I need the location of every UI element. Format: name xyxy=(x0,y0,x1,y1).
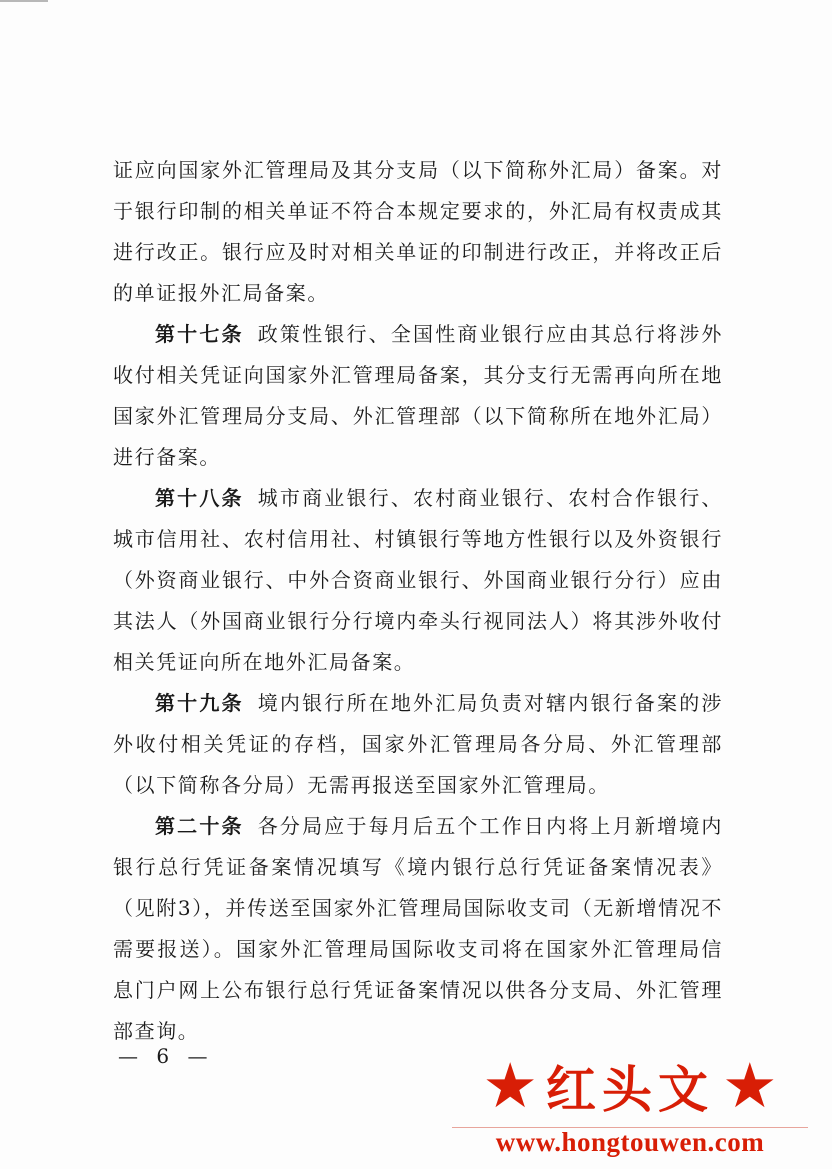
article-heading: 第十八条 xyxy=(155,486,244,510)
top-edge-rule xyxy=(0,0,48,2)
star-icon: ★ xyxy=(722,1049,778,1122)
article-20 xyxy=(113,806,723,1052)
article-heading: 第十九条 xyxy=(155,691,244,715)
paragraph-continuation xyxy=(113,150,723,314)
article-17 xyxy=(113,314,723,478)
document-body xyxy=(113,150,723,1052)
star-icon: ★ xyxy=(482,1049,538,1122)
watermark-title-row xyxy=(440,1047,820,1125)
paragraph-text: 证应向国家外汇管理局及其分支局（以下简称外汇局）备案。对于银行印制的相关单证不符合本规定要求的，外汇局有权责成其进行改正。银行应及时对相关单证的印制进行改正，并将改正后的单证报外汇局备案。 xyxy=(113,158,723,305)
article-18 xyxy=(113,478,723,683)
watermark-url: www.hongtouwen.com xyxy=(495,1127,765,1157)
article-text: 城市商业银行、农村商业银行、农村合作银行、城市信用社、农村信用社、村镇银行等地方性银行以及外资银行（外资商业银行、中外合资商业银行、外国商业银行分行）应由其法人（外国商业银行分行境内牵头行视同法人）将其涉外收付相关凭证向所在地外汇局备案。 xyxy=(113,486,723,674)
article-text: 各分局应于每月后五个工作日内将上月新增境内银行总行凭证备案情况填写《境内银行总行凭证备案情况表》（见附3），并传送至国家外汇管理局国际收支司（无新增情况不需要报送）。国家外汇管理局国际收支司将在国家外汇管理局信息门户网上公布银行总行凭证备案情况以供各分支局、外汇管理部查询。 xyxy=(113,814,723,1043)
article-19 xyxy=(113,683,723,806)
article-heading: 第二十条 xyxy=(155,814,244,838)
watermark-title: 红头文 xyxy=(546,1060,714,1119)
article-text: 政策性银行、全国性商业银行应由其总行将涉外收付相关凭证向国家外汇管理局备案，其分支行无需再向所在地国家外汇管理局分支局、外汇管理部（以下简称所在地外汇局）进行备案。 xyxy=(113,322,723,469)
page-number: — 6 — xyxy=(118,1044,214,1068)
site-watermark xyxy=(440,1047,820,1162)
article-text: 境内银行所在地外汇局负责对辖内银行备案的涉外收付相关凭证的存档，国家外汇管理局各分局、外汇管理部（以下简称各分局）无需再报送至国家外汇管理局。 xyxy=(113,691,723,797)
article-heading: 第十七条 xyxy=(155,322,244,346)
